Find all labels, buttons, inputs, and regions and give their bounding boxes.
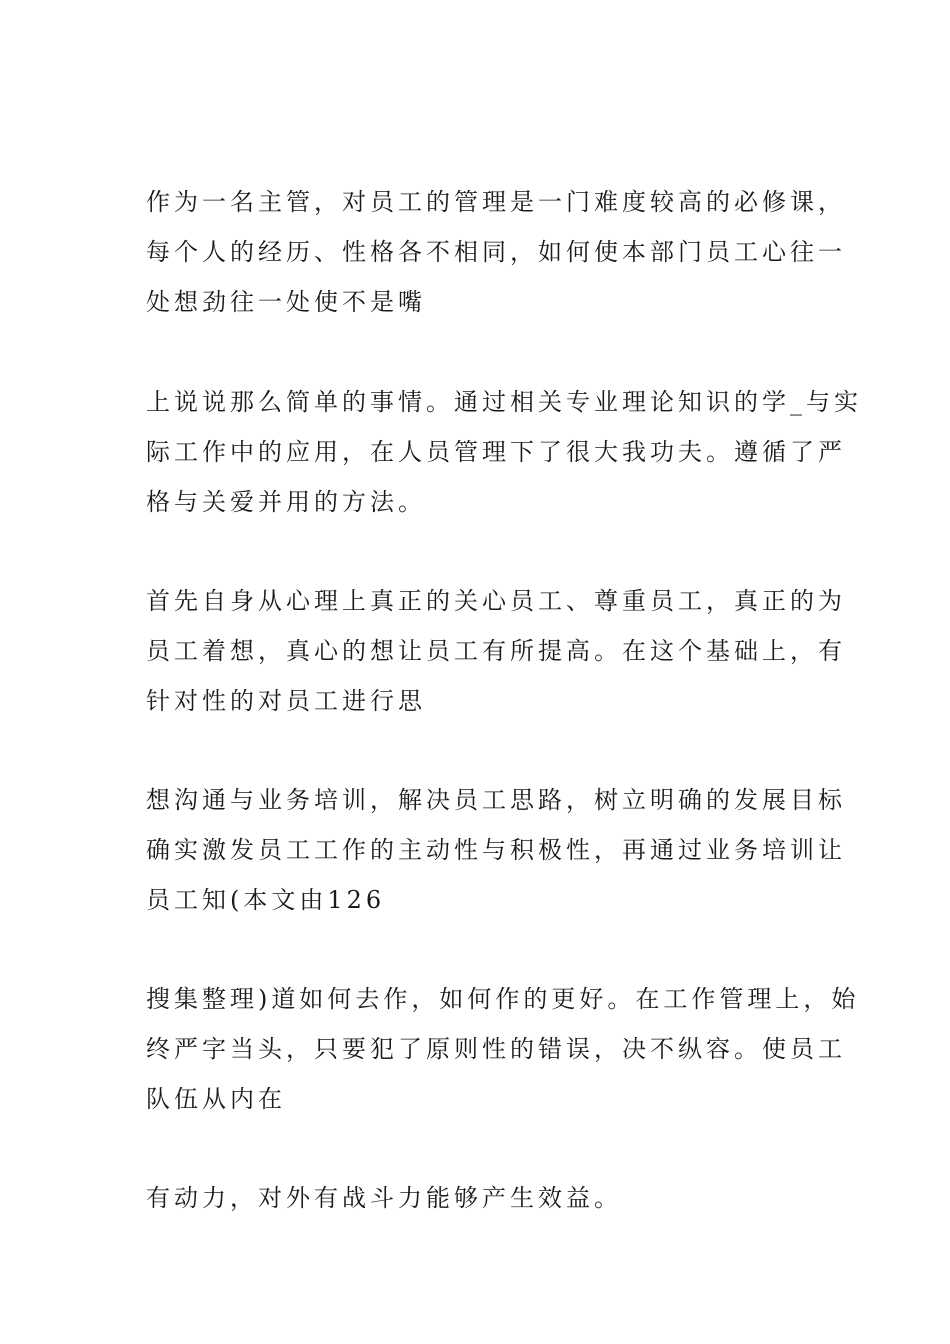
paragraph-line: 有动力，对外有战斗力能够产生效益。: [146, 1184, 622, 1212]
paragraph-6: [146, 1173, 826, 1223]
paragraph-3: [146, 576, 846, 726]
paragraph-line: 想沟通与业务培训，解决员工思路，树立明确的发展目标: [146, 786, 846, 814]
paragraph-line: 处想劲往一处使不是嘴: [146, 288, 426, 316]
paragraph-line: 作为一名主管，对员工的管理是一门难度较高的必修课，: [146, 188, 846, 216]
paragraph-line: 队伍从内在: [146, 1085, 286, 1113]
paragraph-line: 终严字当头，只要犯了原则性的错误，决不纵容。使员工: [146, 1035, 846, 1063]
paragraph-line: 针对性的对员工进行思: [146, 687, 426, 715]
paragraph-line: 搜集整理)道如何去作，如何作的更好。在工作管理上，始: [146, 985, 860, 1013]
paragraph-line: 员工知(本文由126: [146, 886, 386, 914]
paragraph-line: 际工作中的应用，在人员管理下了很大我功夫。遵循了严: [146, 438, 846, 466]
paragraph-line: 首先自身从心理上真正的关心员工、尊重员工，真正的为: [146, 587, 846, 615]
paragraph-4: [146, 775, 846, 925]
paragraph-line: 每个人的经历、性格各不相同，如何使本部门员工心往一: [146, 238, 846, 266]
paragraph-2: [146, 377, 862, 527]
paragraph-line: 格与关爱并用的方法。: [146, 488, 426, 516]
paragraph-1: [146, 177, 846, 327]
paragraph-line: 确实激发员工工作的主动性与积极性，再通过业务培训让: [146, 836, 846, 864]
paragraph-line: 员工着想，真心的想让员工有所提高。在这个基础上，有: [146, 637, 846, 665]
paragraph-line: 上说说那么简单的事情。通过相关专业理论知识的学_与实: [146, 388, 862, 416]
paragraph-5: [146, 974, 860, 1124]
